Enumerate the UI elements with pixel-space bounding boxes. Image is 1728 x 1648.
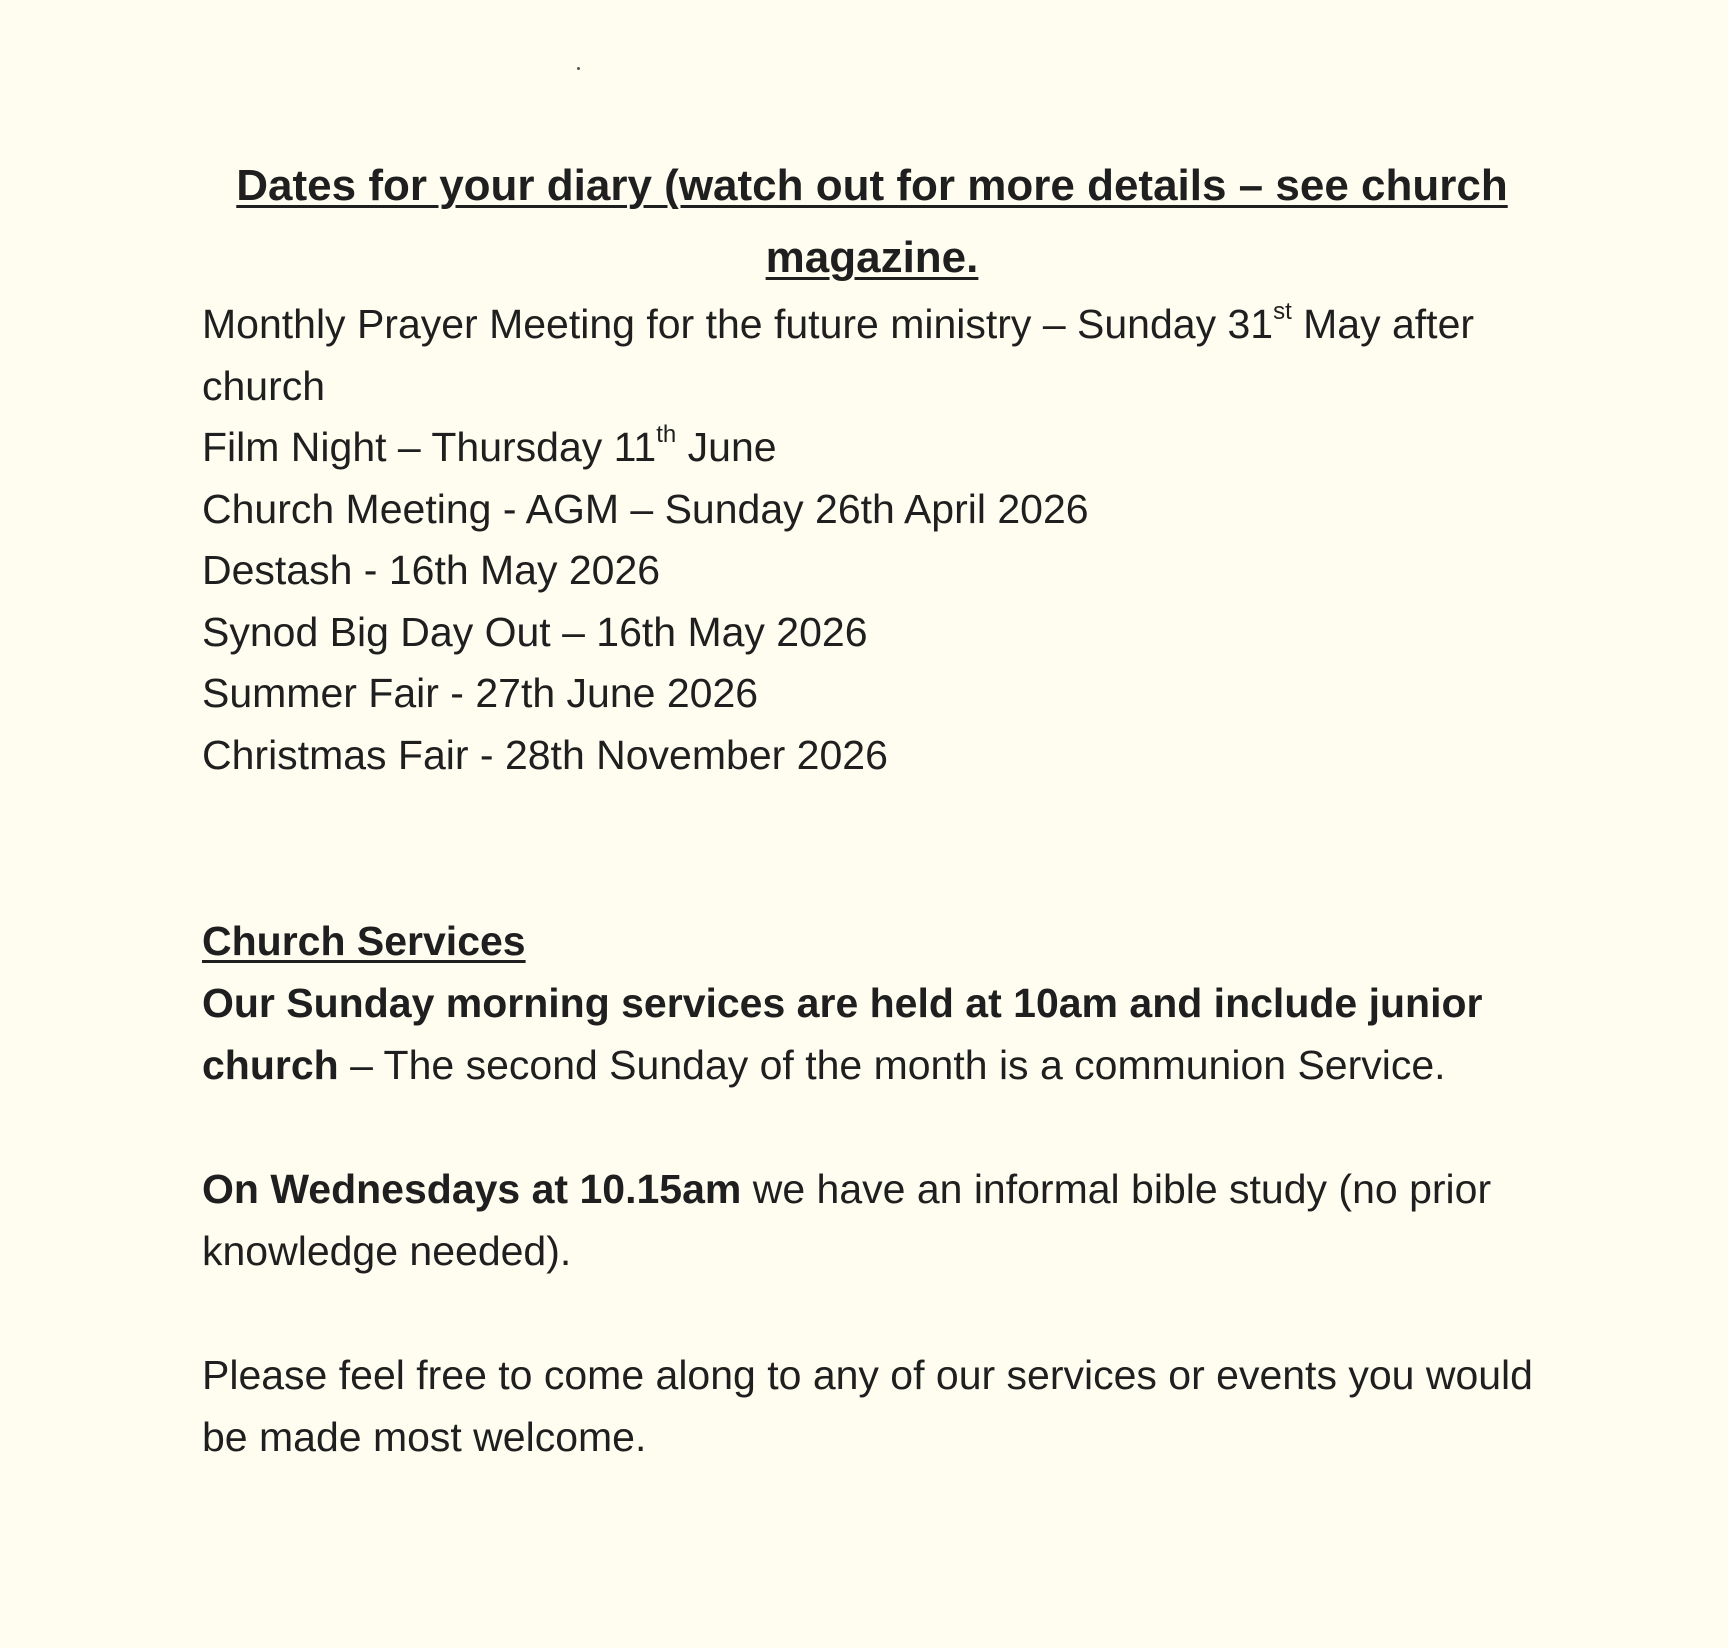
event-item: Synod Big Day Out – 16th May 2026: [202, 608, 868, 655]
event-item: [202, 294, 1542, 417]
event-item: [202, 417, 1542, 479]
event-item: Summer Fair - 27th June 2026: [202, 670, 759, 716]
welcome-text: Please feel free to come along to any of our services or events you would be made most welcome.: [202, 1352, 1533, 1460]
sunday-services-rest: – The second Sunday of the month is a communion Service.: [338, 1042, 1446, 1088]
notice-content: [202, 150, 1542, 1468]
event-text-after: June: [676, 424, 777, 470]
event-text: Film Night – Thursday 11: [202, 424, 657, 470]
sunday-services-text: [202, 972, 1542, 1096]
event-ordinal: st: [1273, 298, 1292, 326]
event-item: Destash - 16th May 2026: [202, 547, 661, 593]
wednesday-study-text: [202, 1158, 1542, 1282]
events-list: [202, 294, 1542, 786]
event-item: Church Meeting - AGM – Sunday 26th April 2026: [202, 485, 1089, 532]
sunday-services-bold: Our Sunday morning services are held at 10am and include junior church: [202, 980, 1483, 1088]
wednesday-study-rest: we have an informal bible study (no prior knowledge needed).: [202, 1166, 1492, 1274]
services-title: Church Services: [202, 918, 526, 964]
event-text-after: May after church: [202, 301, 1475, 409]
wednesday-study-bold: On Wednesdays at 10.15am: [202, 1166, 742, 1212]
event-text: Monthly Prayer Meeting for the future ministry – Sunday 31: [202, 301, 1274, 347]
scan-speck: [577, 67, 580, 70]
diary-heading: Dates for your diary (watch out for more details – see church magazine.: [236, 161, 1508, 282]
event-ordinal: th: [656, 421, 677, 449]
event-item: Christmas Fair - 28th November 2026: [202, 731, 888, 778]
